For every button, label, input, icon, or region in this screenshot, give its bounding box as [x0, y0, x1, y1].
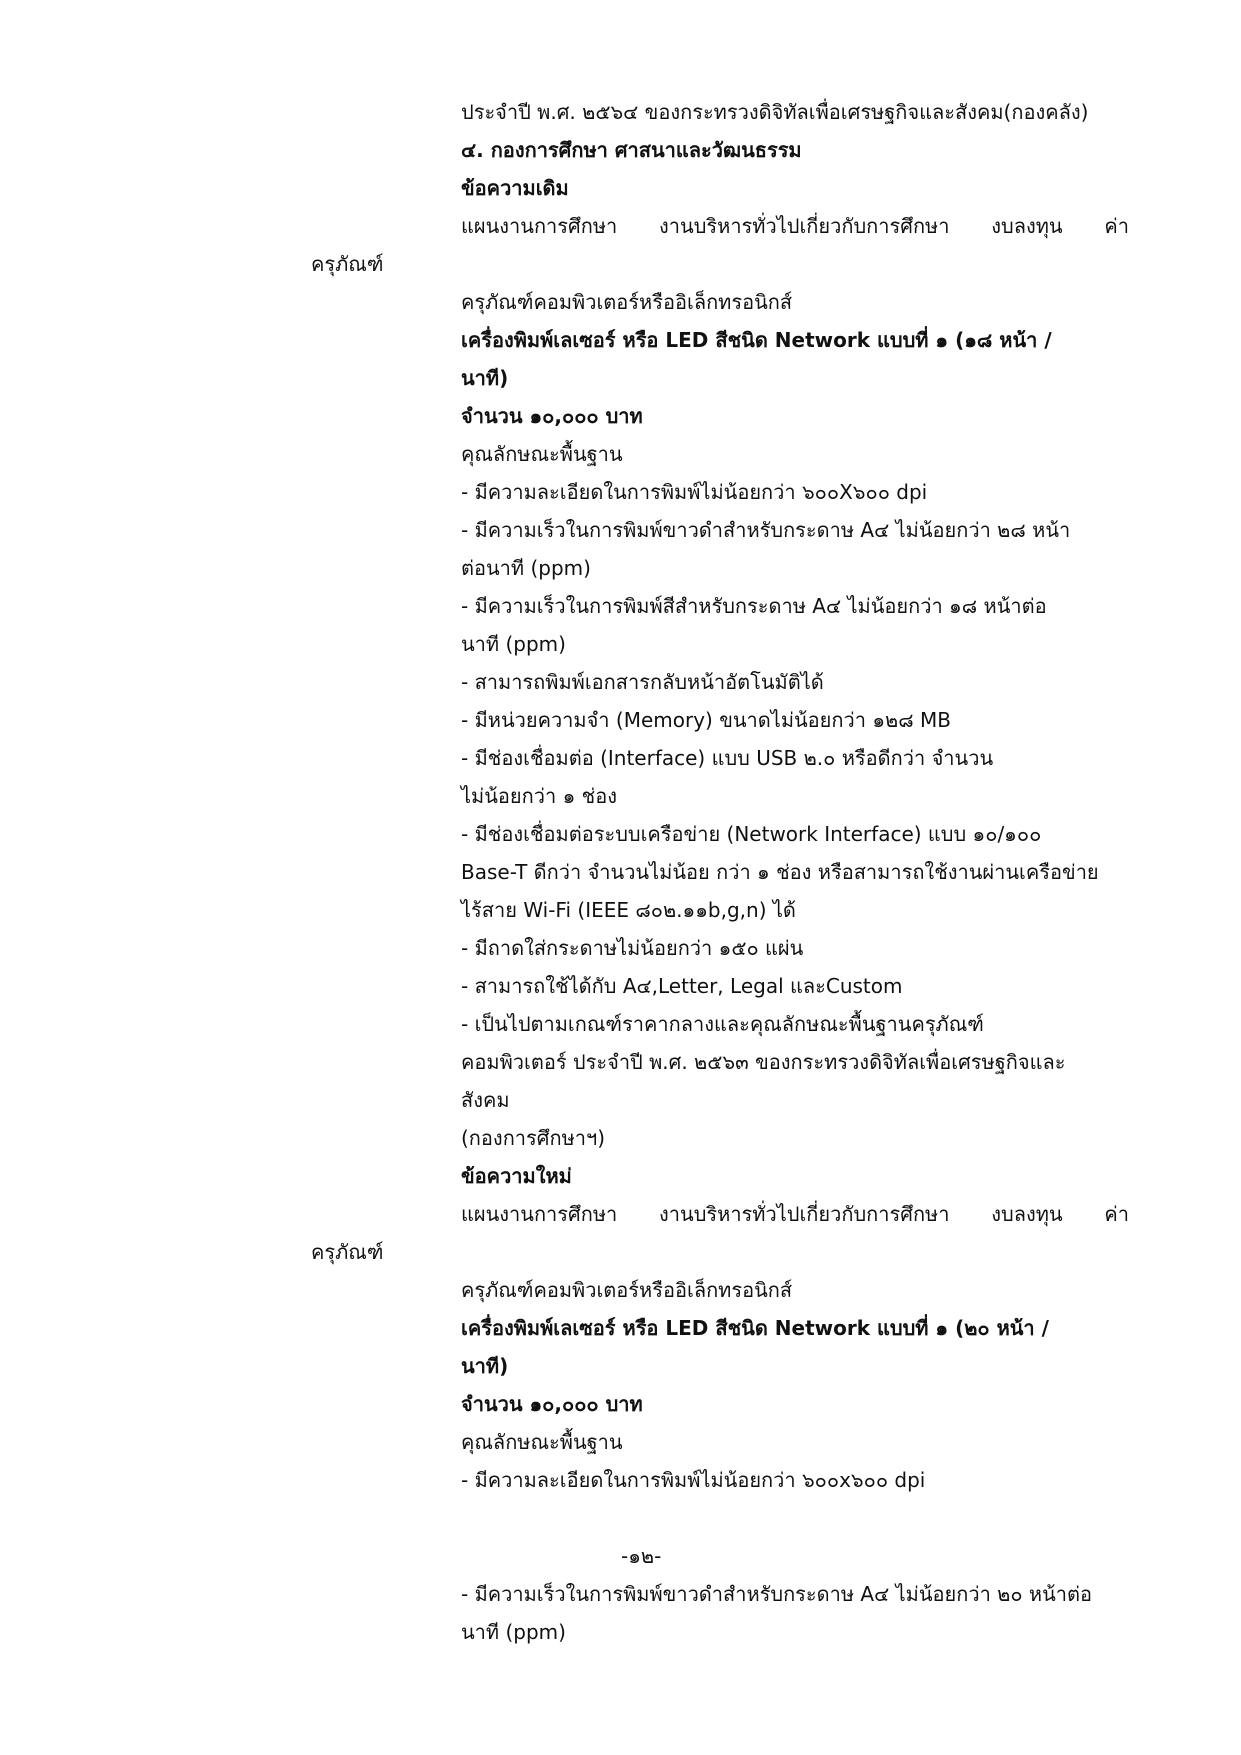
spec-item: Base-T ดีกว่า จำนวนไม่น้อย กว่า ๑ ช่อง หรือสามารถใช้งานผ่านเครือข่าย — [461, 860, 1099, 884]
spec-item: ไม่น้อยกว่า ๑ ช่อง — [461, 784, 617, 808]
text-line: ครุภัณฑ์ — [311, 1240, 384, 1264]
item-title: เครื่องพิมพ์เลเซอร์ หรือ LED สีชนิด Network แบบที่ ๑ (๒๐ หน้า / — [461, 1316, 1049, 1340]
text-line: ครุภัณฑ์คอมพิวเตอร์หรืออิเล็กทรอนิกส์ — [461, 290, 793, 314]
text-line: ครุภัณฑ์ — [311, 252, 384, 276]
spec-item: - มีความละเอียดในการพิมพ์ไม่น้อยกว่า ๖๐๐x๖๐๐ dpi — [461, 1468, 926, 1492]
spec-item: - มีช่องเชื่อมต่อ (Interface) แบบ USB ๒.๐ หรือดีกว่า จำนวน — [461, 746, 994, 770]
text-line: ประจำปี พ.ศ. ๒๕๖๔ ของกระทรวงดิจิทัลเพื่อเศรษฐกิจและสังคม(กองคลัง) — [461, 100, 1089, 124]
spec-item: ต่อนาที (ppm) — [461, 556, 591, 580]
spec-item: - มีความเร็วในการพิมพ์ขาวดำสำหรับกระดาษ A๔ ไม่น้อยกว่า ๒๘ หน้า — [461, 518, 1071, 542]
spec-item: สังคม — [461, 1088, 510, 1112]
amount: จำนวน ๑๐,๐๐๐ บาท — [461, 404, 643, 428]
section-heading: ๔. กองการศึกษา ศาสนาและวัฒนธรรม — [461, 138, 802, 162]
amount: จำนวน ๑๐,๐๐๐ บาท — [461, 1392, 643, 1416]
spec-item: ไร้สาย Wi-Fi (IEEE ๘๐๒.๑๑b,g,n) ได้ — [461, 898, 796, 922]
subheading-original-text: ข้อความเดิม — [461, 176, 569, 200]
spec-item: - เป็นไปตามเกณฑ์ราคากลางและคุณลักษณะพื้นฐานครุภัณฑ์ — [461, 1012, 984, 1036]
spec-item: - มีช่องเชื่อมต่อระบบเครือข่าย (Network Interface) แบบ ๑๐/๑๐๐ — [461, 822, 1042, 846]
spec-item: - มีหน่วยความจำ (Memory) ขนาดไม่น้อยกว่า ๑๒๘ MB — [461, 708, 951, 732]
text-line: คุณลักษณะพื้นฐาน — [461, 442, 623, 466]
text-line: คุณลักษณะพื้นฐาน — [461, 1430, 623, 1454]
spec-item: - มีความเร็วในการพิมพ์สีสำหรับกระดาษ A๔ ไม่น้อยกว่า ๑๘ หน้าต่อ — [461, 594, 1047, 618]
item-title: นาที) — [461, 1354, 509, 1378]
spec-item: - มีความละเอียดในการพิมพ์ไม่น้อยกว่า ๖๐๐X๖๐๐ dpi — [461, 480, 928, 504]
spec-item: คอมพิวเตอร์ ประจำปี พ.ศ. ๒๕๖๓ ของกระทรวงดิจิทัลเพื่อเศรษฐกิจและ — [461, 1050, 1066, 1074]
spec-item: - มีถาดใส่กระดาษไม่น้อยกว่า ๑๕๐ แผ่น — [461, 936, 804, 960]
item-title: นาที) — [461, 366, 509, 390]
subheading-new-text: ข้อความใหม่ — [461, 1164, 572, 1188]
spec-item: - มีความเร็วในการพิมพ์ขาวดำสำหรับกระดาษ A๔ ไม่น้อยกว่า ๒๐ หน้าต่อ — [461, 1582, 1093, 1606]
spec-item: - สามารถพิมพ์เอกสารกลับหน้าอัตโนมัติได้ — [461, 670, 824, 694]
text-line: แผนงานการศึกษา งานบริหารทั่วไปเกี่ยวกับการศึกษา งบลงทุน ค่า — [461, 1202, 1129, 1226]
spec-item: - สามารถใช้ได้กับ A๔,Letter, Legal และCustom — [461, 974, 903, 998]
text-line: ครุภัณฑ์คอมพิวเตอร์หรืออิเล็กทรอนิกส์ — [461, 1278, 793, 1302]
spec-item: นาที (ppm) — [461, 1620, 566, 1644]
spec-item: นาที (ppm) — [461, 632, 566, 656]
item-title: เครื่องพิมพ์เลเซอร์ หรือ LED สีชนิด Network แบบที่ ๑ (๑๘ หน้า / — [461, 328, 1052, 352]
text-line: (กองการศึกษาฯ) — [461, 1126, 606, 1150]
text-line: แผนงานการศึกษา งานบริหารทั่วไปเกี่ยวกับการศึกษา งบลงทุน ค่า — [461, 214, 1129, 238]
page-number: -๑๒- — [621, 1544, 662, 1568]
